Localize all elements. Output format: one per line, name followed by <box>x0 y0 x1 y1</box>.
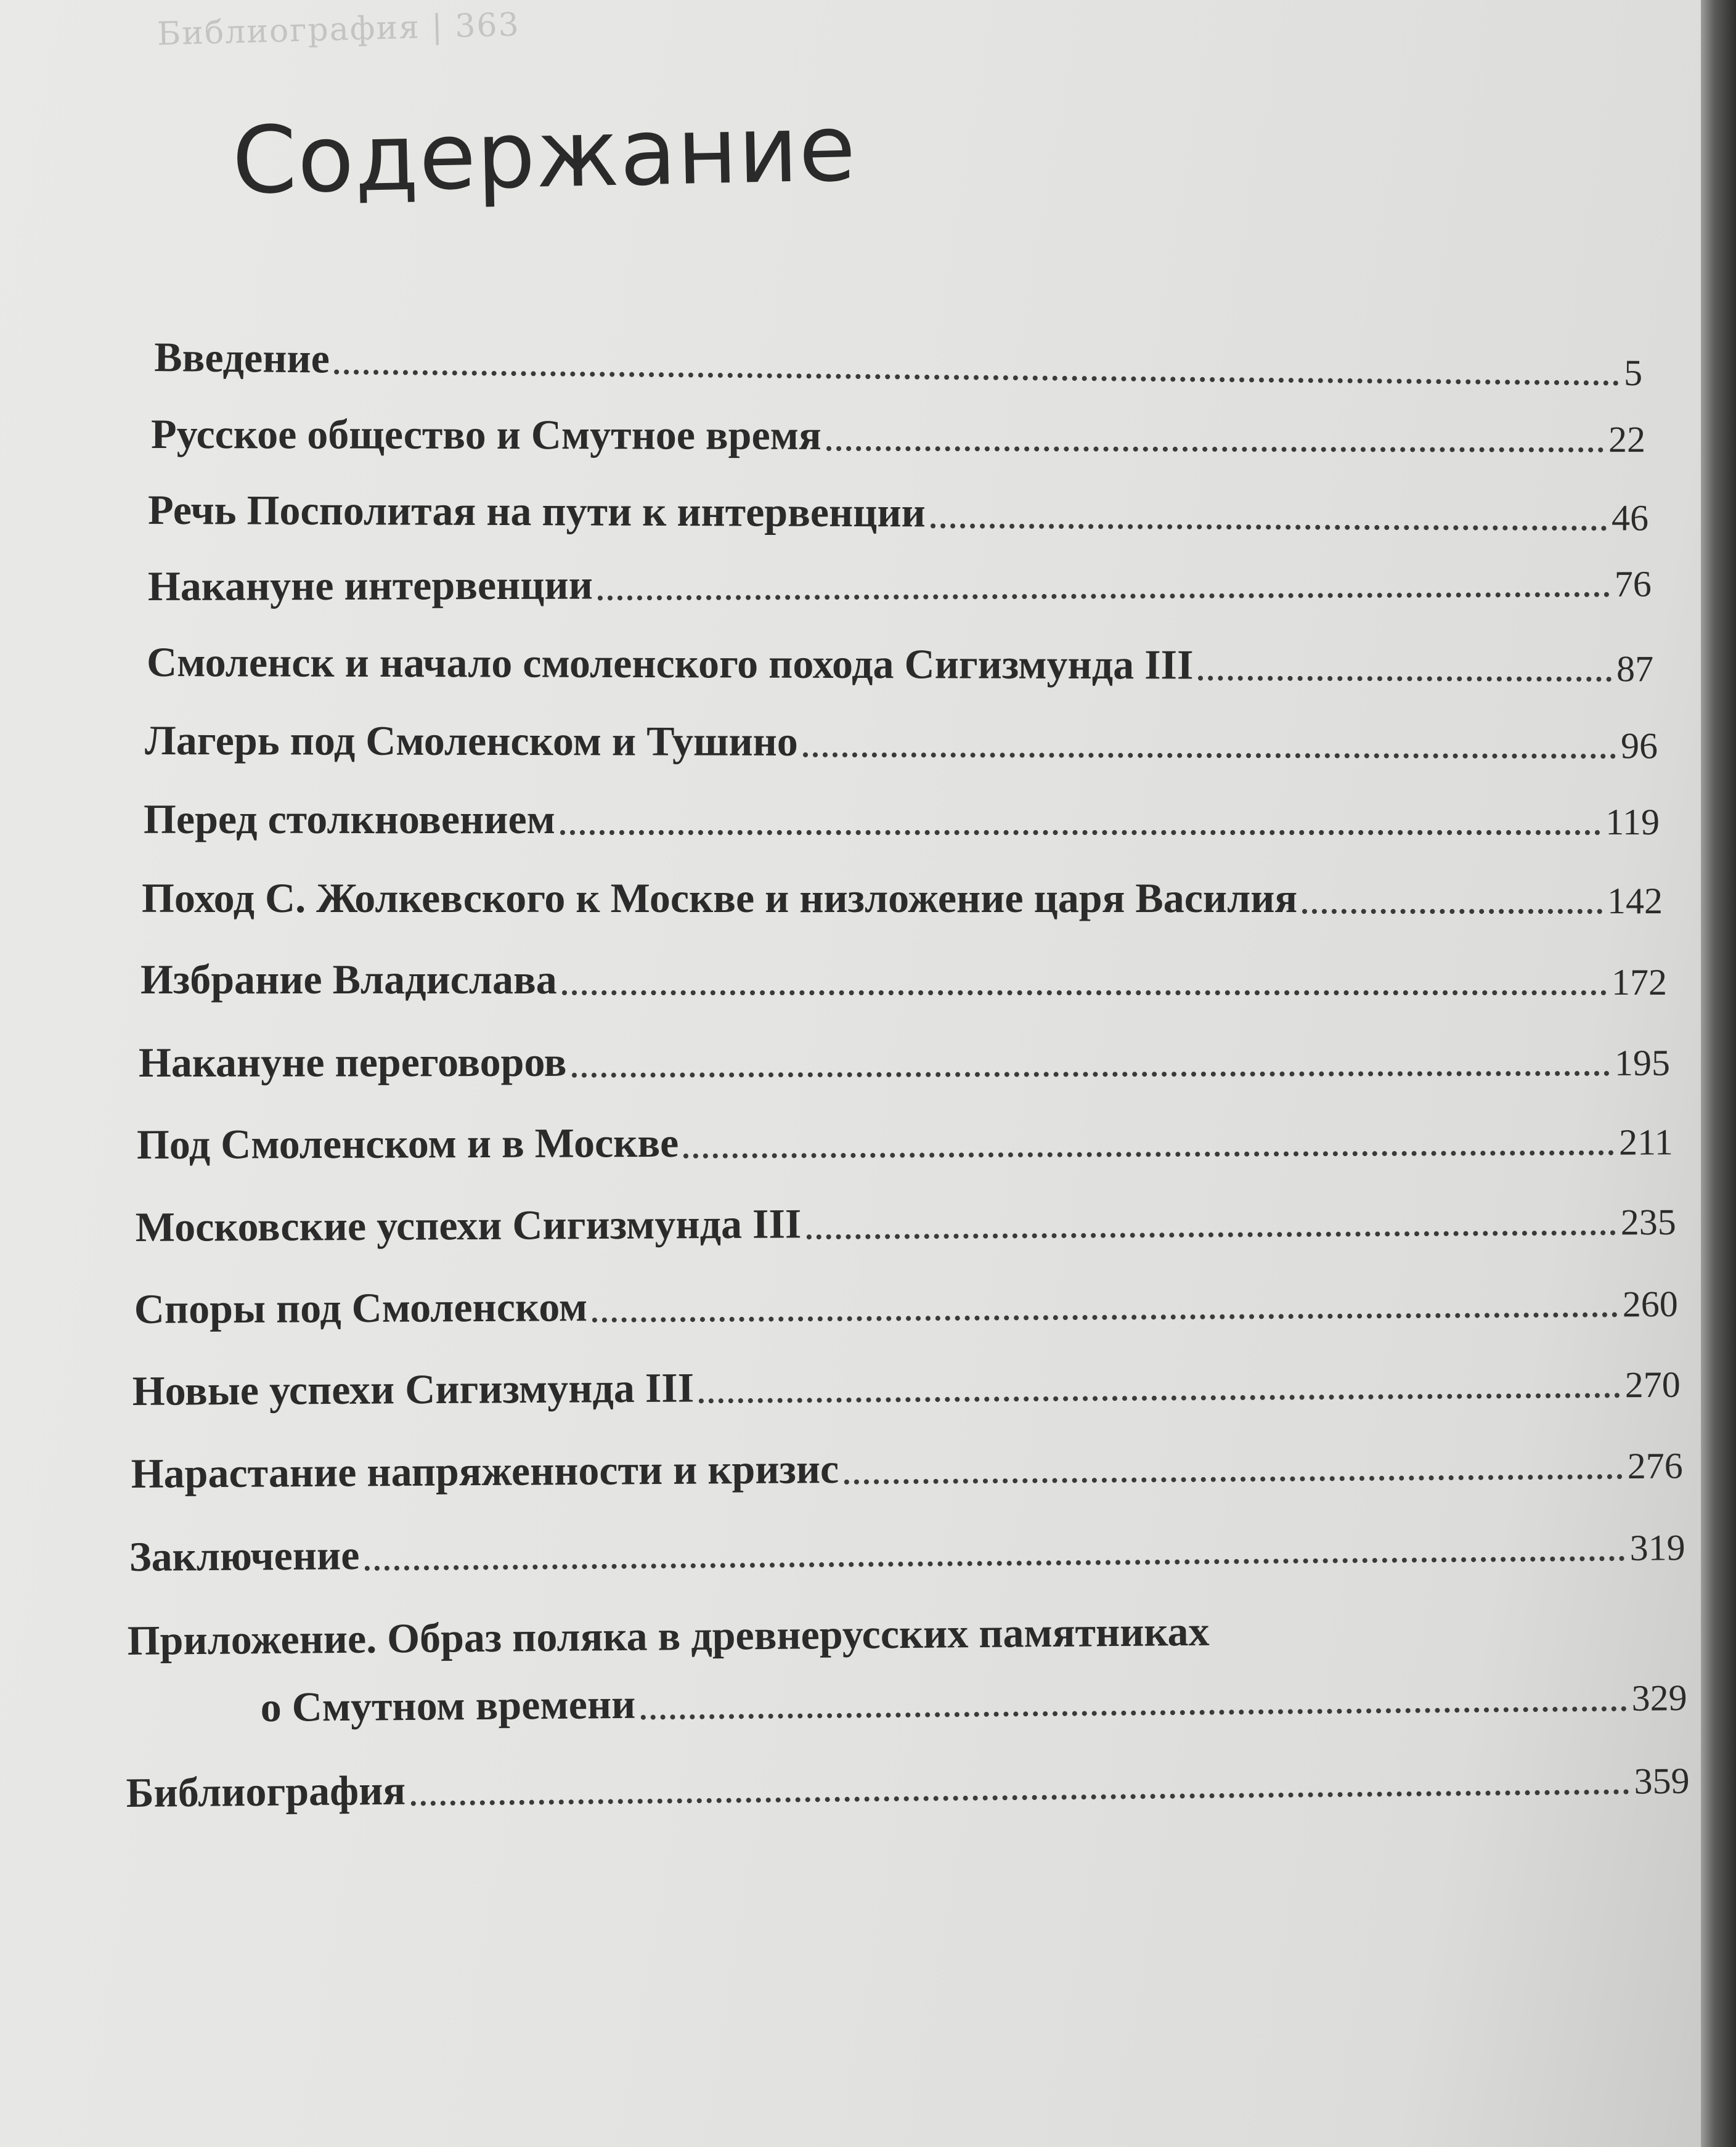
toc-entry-before-clash[interactable] <box>144 795 1660 844</box>
leader-dots <box>699 1393 1620 1403</box>
toc-entry-crisis[interactable] <box>131 1438 1682 1498</box>
toc-page-number: 276 <box>1627 1445 1683 1487</box>
leader-dots <box>640 1706 1626 1720</box>
toc-entry-label-line2: о Смутном времени <box>260 1680 636 1731</box>
toc-entry-disputes[interactable] <box>134 1277 1678 1334</box>
leader-dots <box>826 446 1604 452</box>
toc-entry-label: Смоленск и начало смоленского похода Сигизмунда III <box>147 638 1194 688</box>
toc-page-number: 87 <box>1616 648 1654 690</box>
toc-entry-intro[interactable] <box>154 333 1643 394</box>
toc-entry-label: Избрание Владислава <box>141 956 557 1003</box>
toc-entry-new-successes[interactable] <box>132 1358 1681 1416</box>
leader-dots <box>364 1556 1624 1571</box>
toc-entry-label: Нарастание напряженности и кризис <box>131 1444 839 1497</box>
leader-dots <box>335 370 1620 386</box>
toc-page-number: 319 <box>1629 1527 1685 1568</box>
toc-entry-label: Новые успехи Сигизмунда III <box>132 1364 695 1414</box>
toc-entry-label: Под Смоленском и в Москве <box>136 1118 679 1168</box>
toc-page-number: 96 <box>1620 725 1658 767</box>
leader-dots <box>598 592 1610 601</box>
toc-page-number: 195 <box>1614 1042 1670 1083</box>
leader-dots <box>560 830 1600 835</box>
toc-entry-rzeczpospolita[interactable] <box>148 486 1648 539</box>
toc-entry-moscow-successes[interactable] <box>136 1195 1676 1252</box>
leader-dots <box>410 1790 1629 1806</box>
toc-entry-bibliography[interactable] <box>126 1754 1690 1817</box>
leader-dots <box>562 990 1607 995</box>
toc-entry-conclusion[interactable] <box>129 1520 1685 1581</box>
toc-entry-smolensk-moscow[interactable] <box>137 1115 1673 1169</box>
leader-dots <box>803 752 1616 759</box>
toc-page-number: 235 <box>1620 1201 1676 1243</box>
toc-entry-label: Заключение <box>129 1531 360 1580</box>
page-title: Содержание <box>231 94 858 215</box>
toc-entry-label: Накануне переговоров <box>138 1038 567 1086</box>
toc-page-number: 211 <box>1618 1122 1673 1163</box>
toc-entry-camp-tushino[interactable] <box>145 716 1658 767</box>
toc-entry-label: Библиография <box>126 1766 406 1816</box>
toc-entry-label: Поход С. Жолкевского к Москве и низложение царя Василия <box>142 874 1298 921</box>
toc-entry-label-line1: Приложение. Образ поляка в древнерусских памятниках <box>127 1607 1210 1664</box>
toc-page-number: 172 <box>1612 962 1667 1003</box>
toc-page-number: 270 <box>1624 1364 1681 1406</box>
leader-dots <box>1302 909 1602 914</box>
toc-entry-before-negotiations[interactable] <box>139 1036 1670 1087</box>
toc-entry-label: Накануне интервенции <box>147 561 593 609</box>
toc-page-number: 260 <box>1622 1283 1678 1325</box>
toc-entry-label: Речь Посполитая на пути к интервенции <box>148 486 926 536</box>
toc-entry-russian-society[interactable] <box>151 410 1645 461</box>
toc-entry-label: Споры под Смоленском <box>134 1283 588 1332</box>
toc-page-number: 359 <box>1634 1760 1690 1802</box>
toc-entry-label: Введение <box>154 333 330 382</box>
leader-dots <box>844 1474 1623 1485</box>
toc-page-number: 22 <box>1608 419 1646 460</box>
leader-dots <box>806 1230 1615 1239</box>
toc-entry-label: Перед столкновением <box>144 796 555 842</box>
toc-page-number: 142 <box>1607 881 1663 921</box>
toc-entry-label: Московские успехи Сигизмунда III <box>135 1200 802 1250</box>
toc-page-number: 46 <box>1611 497 1649 539</box>
toc-page-number: 76 <box>1614 563 1652 605</box>
running-header: Библиография | 363 <box>157 6 521 53</box>
toc-page-number: 329 <box>1631 1677 1687 1719</box>
toc-page-number: 119 <box>1605 802 1660 842</box>
toc-entry-zolkiewski[interactable] <box>142 874 1663 923</box>
leader-dots <box>572 1071 1610 1078</box>
leader-dots <box>592 1312 1618 1322</box>
leader-dots <box>683 1151 1614 1159</box>
toc-entry-wladyslaw[interactable] <box>141 955 1667 1004</box>
toc-entry-appendix[interactable] <box>127 1607 1687 1733</box>
toc-entry-label: Лагерь под Смоленском и Тушино <box>145 717 798 765</box>
leader-dots <box>931 523 1607 531</box>
toc-entry-smolensk[interactable] <box>147 638 1653 690</box>
toc-entry-before-intervention[interactable] <box>148 556 1652 611</box>
toc-page-number: 5 <box>1623 352 1643 394</box>
toc-entry-label: Русское общество и Смутное время <box>151 410 821 458</box>
leader-dots <box>1198 675 1612 682</box>
